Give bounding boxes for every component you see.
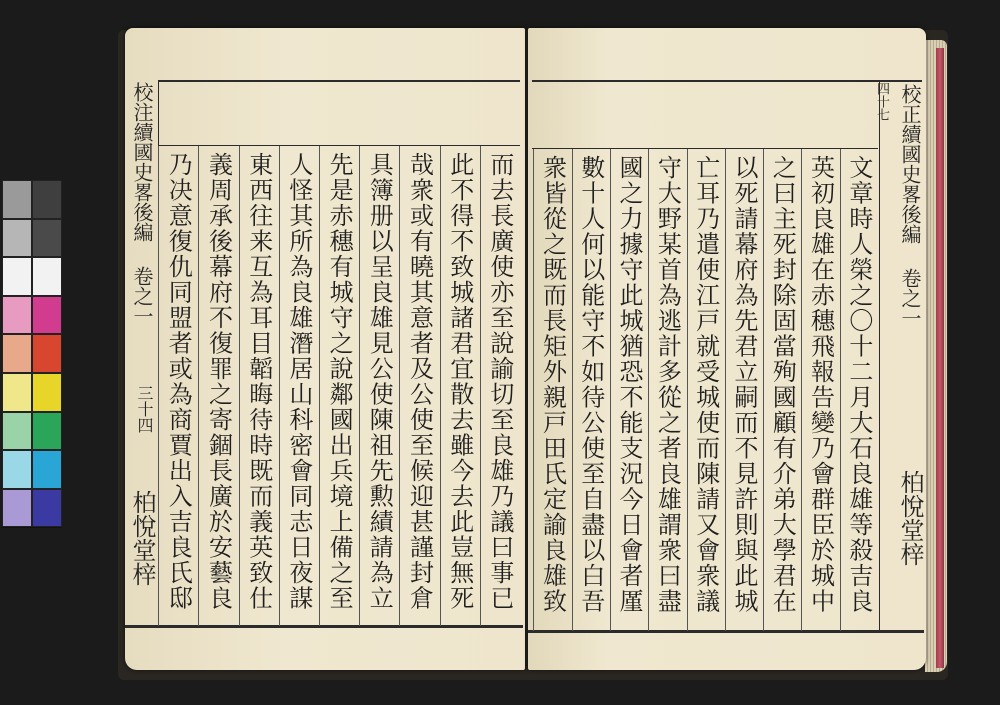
- right-margin-title: 校正續國史畧後編 卷之一: [898, 84, 922, 328]
- color-patch: [32, 489, 62, 528]
- text-column: 東西往来互為耳目韜晦待時既而義英致仕: [244, 152, 273, 611]
- left-top-rule: [158, 80, 520, 82]
- column-separator: [359, 146, 360, 626]
- text-column: 以死請幕府為先君立嗣而不見許則與此城: [729, 155, 758, 614]
- left-margin-title: 校注續國史畧後編 卷之一: [130, 82, 154, 326]
- column-separator: [533, 149, 534, 631]
- right-top-rule: [532, 80, 922, 82]
- text-column: 文章時人榮之〇十二月大石良雄等殺吉良: [844, 155, 873, 614]
- left-bottom-rule: [125, 625, 523, 628]
- text-column: 乃决意復仇同盟者或為商賈出入吉良氏邸: [164, 152, 193, 611]
- column-separator: [399, 146, 400, 626]
- column-separator: [610, 149, 611, 631]
- column-separator: [279, 146, 280, 626]
- color-patch: [32, 373, 62, 412]
- text-column: 哉衆或有曉其意者及公使至候迎甚謹封倉: [405, 152, 434, 611]
- color-patch: [32, 180, 62, 219]
- color-patch: [32, 450, 62, 489]
- column-separator: [480, 146, 481, 626]
- color-patch: [32, 257, 62, 296]
- column-separator: [319, 146, 320, 626]
- column-separator: [840, 149, 841, 631]
- book-edge-red-binding: [936, 48, 944, 668]
- color-patch: [2, 334, 32, 373]
- column-separator: [572, 149, 573, 631]
- color-patch: [2, 257, 32, 296]
- color-patch: [32, 334, 62, 373]
- column-separator: [198, 146, 199, 626]
- column-separator: [648, 149, 649, 631]
- text-column: 英初良雄在赤穗飛報告變乃會群臣於城中: [806, 155, 835, 614]
- text-column: 具簿册以呈良雄見公使陳祖先勲績請為立: [365, 152, 394, 611]
- color-checker-card: [2, 180, 62, 528]
- text-column: 衆皆從之既而長矩外親戸田氏定諭良雄致: [538, 155, 567, 614]
- right-margin-rule: [879, 80, 880, 632]
- right-margin-publisher: 柏悅堂梓: [896, 470, 924, 566]
- text-column: 此不得不致城諸君宜散去雖今去此豈無死: [445, 152, 474, 611]
- color-patch: [2, 489, 32, 528]
- left-header-rule: [158, 145, 520, 146]
- color-patch: [32, 219, 62, 258]
- text-column: 數十人何以能守不如待公使至自盡以白吾: [576, 155, 605, 614]
- color-patch: [2, 412, 32, 451]
- color-patch: [2, 373, 32, 412]
- column-separator: [763, 149, 764, 631]
- color-patch: [32, 412, 62, 451]
- left-margin-page-number: 三十四: [135, 385, 154, 433]
- text-column: 先是赤穗有城守之說鄰國出兵境上備之至: [325, 152, 354, 611]
- column-separator: [158, 146, 159, 626]
- text-column: 亡耳乃遣使江戸就受城使而陳請又會衆議: [691, 155, 720, 614]
- color-patch: [32, 296, 62, 335]
- column-separator: [725, 149, 726, 631]
- color-patch: [2, 450, 32, 489]
- column-separator: [687, 149, 688, 631]
- color-patch: [2, 219, 32, 258]
- text-column: 之曰主死封除固當殉國顧有介弟大學君在: [768, 155, 797, 614]
- column-separator: [801, 149, 802, 631]
- right-margin-page-number: 四十七: [874, 82, 889, 121]
- color-patch: [2, 296, 32, 335]
- text-column: 人怪其所為良雄潛居山科密會同志日夜謀: [284, 152, 313, 611]
- left-margin-publisher: 柏悅堂梓: [128, 490, 156, 586]
- text-column: 義周承後幕府不復罪之寄錮長廣於安藝良: [204, 152, 233, 611]
- text-column: 守大野某首為逃計多從之者良雄謂衆曰盡: [653, 155, 682, 614]
- column-separator: [239, 146, 240, 626]
- color-patch: [2, 180, 32, 219]
- text-column: 國之力據守此城猶恐不能支況今日會者厪: [615, 155, 644, 614]
- right-bottom-rule: [528, 630, 924, 633]
- column-separator: [440, 146, 441, 626]
- right-header-rule: [532, 148, 878, 149]
- text-column: 而去長廣使亦至說諭切至良雄乃議曰事已: [485, 152, 514, 611]
